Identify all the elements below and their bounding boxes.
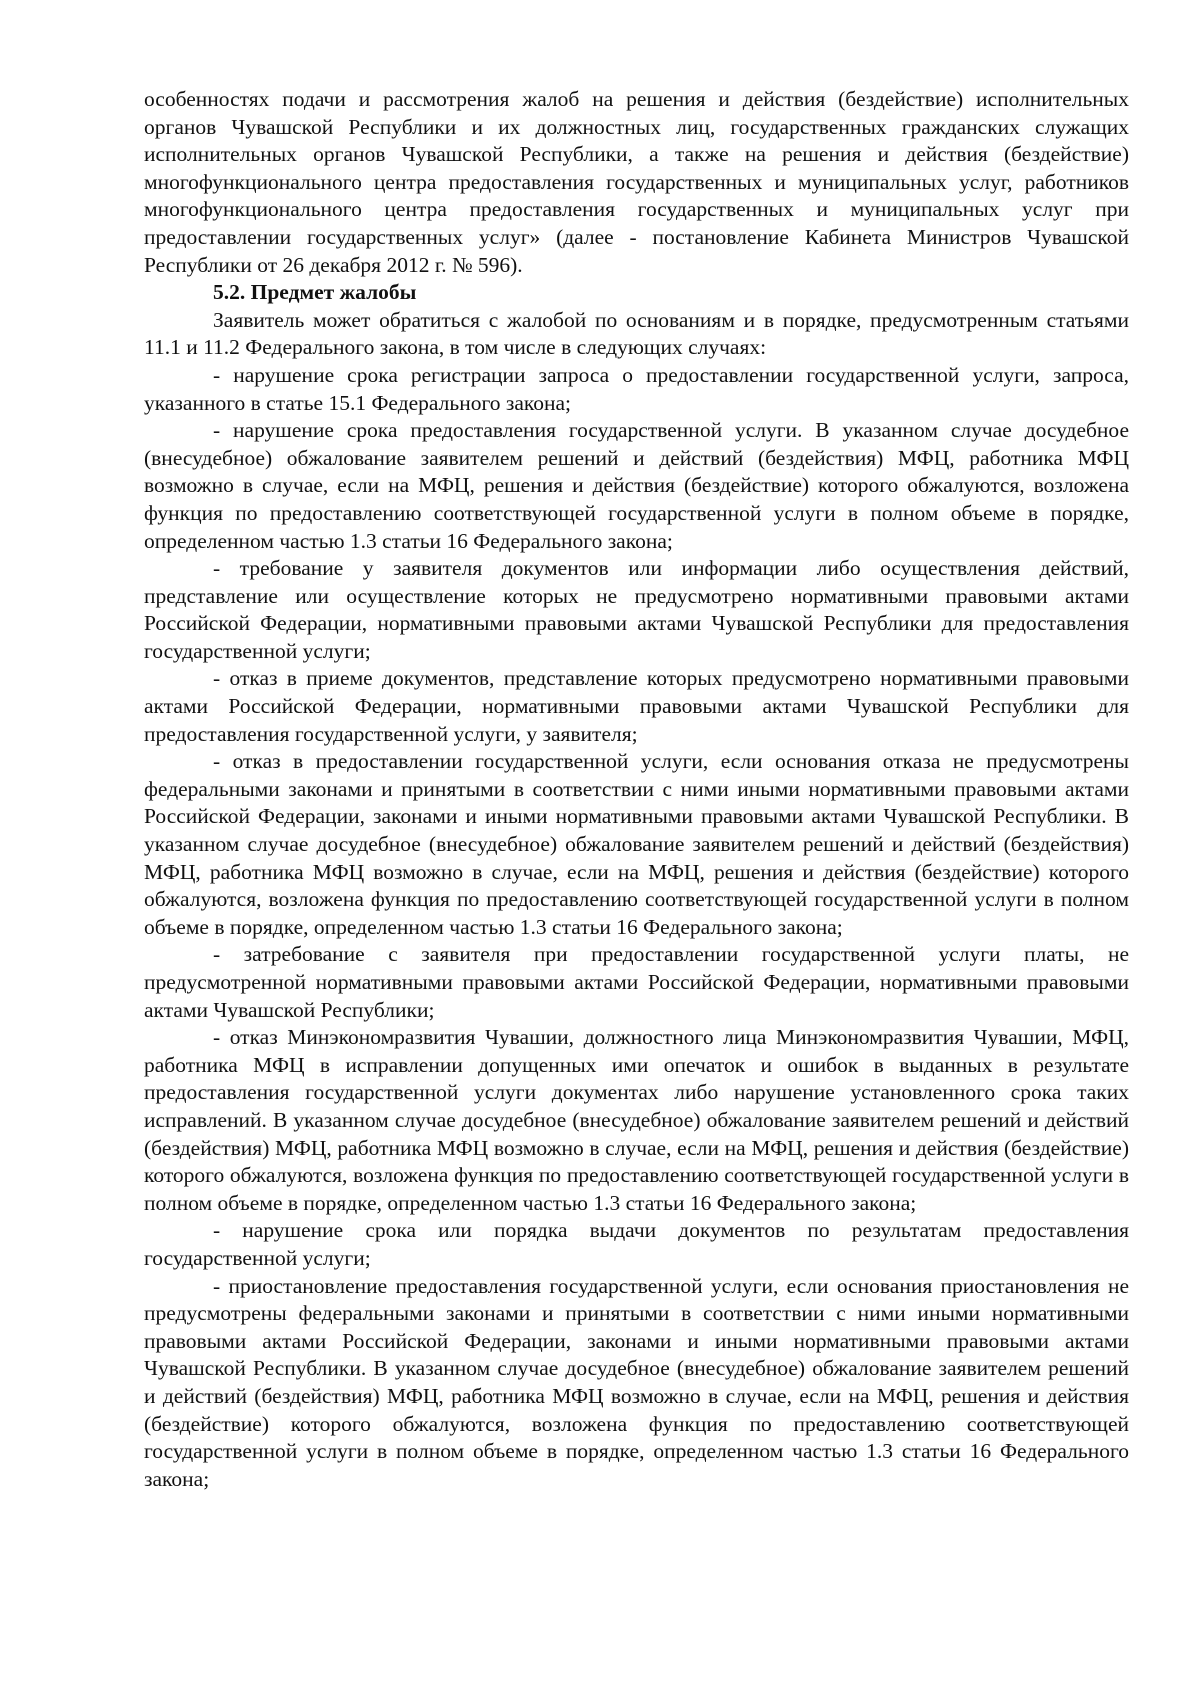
list-item: - отказ Минэкономразвития Чувашии, должностного лица Минэкономразвития Чувашии, МФЦ, работника МФЦ в исправлении допущенных ими опечаток и ошибок в выданных в результате предоставления государственной услуги документах либо нарушение установленного срока таких исправлений. В указанном случае досудебное (внесудебное) обжалование заявителем решений и действий (бездействия) МФЦ, работника МФЦ возможно в случае, если на МФЦ, решения и действия (бездействие) которого обжалуются, возложена функция по предоставлению соответствующей государственной услуги в полном объеме в порядке, определенном частью 1.3 статьи 16 Федерального закона; [144, 1025, 1129, 1215]
document-body [144, 86, 1129, 1493]
paragraph-continuation: особенностях подачи и рассмотрения жалоб на решения и действия (бездействие) исполнительных органов Чувашской Республики и их должностных лиц, государственных гражданских служащих исполнительных органов Чувашской Республики, а также на решения и действия (бездействие) многофункционального центра предоставления государственных и муниципальных услуг, работников многофункционального центра предоставления государственных и муниципальных услуг при предоставлении государственных услуг» (далее - постановление Кабинета Министров Чувашской Республики от 26 декабря 2012 г. № 596). [144, 87, 1129, 277]
list-item: - затребование с заявителя при предоставлении государственной услуги платы, не предусмотренной нормативными правовыми актами Российской Федерации, нормативными правовыми актами Чувашской Республики; [144, 942, 1129, 1022]
list-item: - нарушение срока предоставления государственной услуги. В указанном случае досудебное (внесудебное) обжалование заявителем решений и действий (бездействия) МФЦ, работника МФЦ возможно в случае, если на МФЦ, решения и действия (бездействие) которого обжалуются, возложена функция по предоставлению соответствующей государственной услуги в полном объеме в порядке, определенном частью 1.3 статьи 16 Федерального закона; [144, 418, 1129, 553]
list-item: - нарушение срока или порядка выдачи документов по результатам предоставления государственной услуги; [144, 1218, 1129, 1270]
list-item: - нарушение срока регистрации запроса о предоставлении государственной услуги, запроса, указанного в статье 15.1 Федерального закона; [144, 362, 1129, 415]
section-heading: 5.2. Предмет жалобы [213, 280, 417, 305]
paragraph-intro: Заявитель может обратиться с жалобой по основаниям и в порядке, предусмотренным статьями 11.1 и 11.2 Федерального закона, в том числе в следующих случаях: [144, 307, 1129, 360]
list-item: - требование у заявителя документов или информации либо осуществления действий, представление или осуществление которых не предусмотрено нормативными правовыми актами Российской Федерации, нормативными правовыми актами Чувашской Республики для предоставления государственной услуги; [144, 556, 1129, 663]
list-item: - отказ в предоставлении государственной услуги, если основания отказа не предусмотрены федеральными законами и принятыми в соответствии с ними иными нормативными правовыми актами Российской Федерации, законами и иными нормативными правовыми актами Чувашской Республики. В указанном случае досудебное (внесудебное) обжалование заявителем решений и действий (бездействия) МФЦ, работника МФЦ возможно в случае, если на МФЦ, решения и действия (бездействие) которого обжалуются, возложена функция по предоставлению соответствующей государственной услуги в полном объеме в порядке, определенном частью 1.3 статьи 16 Федерального закона; [144, 749, 1129, 939]
list-item: - отказ в приеме документов, представление которых предусмотрено нормативными правовыми актами Российской Федерации, нормативными правовыми актами Чувашской Республики для предоставления государственной услуги, у заявителя; [144, 666, 1129, 746]
list-item: - приостановление предоставления государственной услуги, если основания приостановления не предусмотрены федеральными законами и принятыми в соответствии с ними иными нормативными правовыми актами Российской Федерации, законами и иными нормативными правовыми актами Чувашской Республики. В указанном случае досудебное (внесудебное) обжалование заявителем решений и действий (бездействия) МФЦ, работника МФЦ возможно в случае, если на МФЦ, решения и действия (бездействие) которого обжалуются, возложена функция по предоставлению соответствующей государственной услуги в полном объеме в порядке, определенном частью 1.3 статьи 16 Федерального закона; [144, 1273, 1129, 1491]
